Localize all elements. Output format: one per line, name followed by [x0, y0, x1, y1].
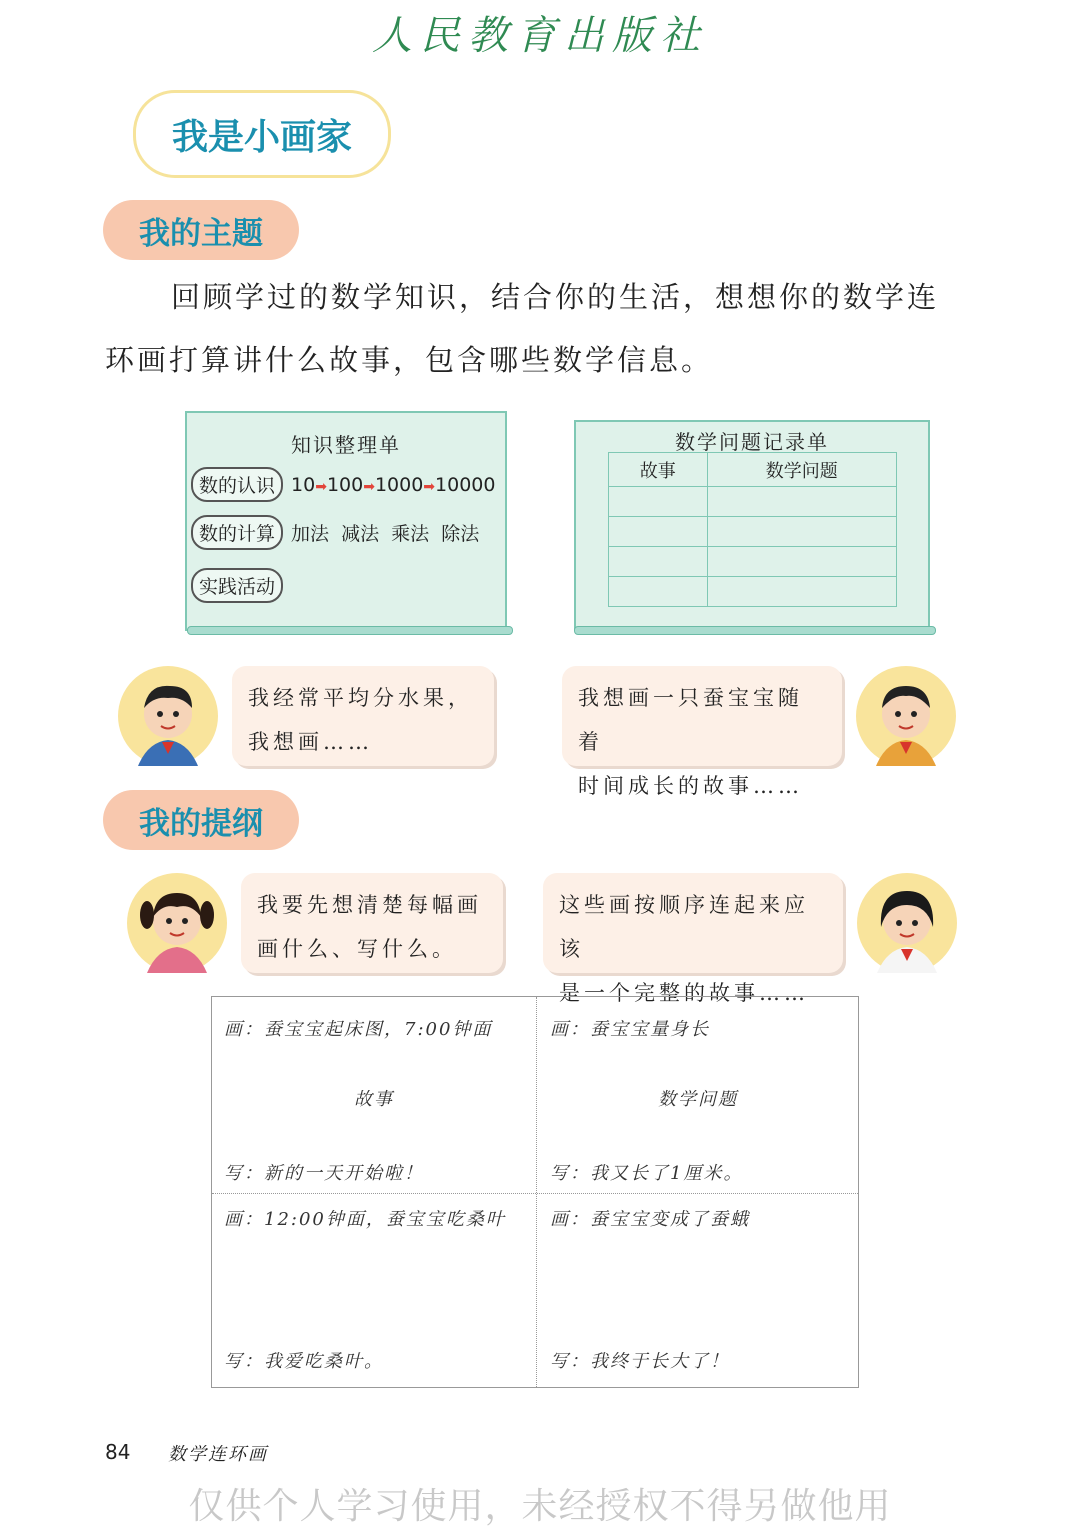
divider [212, 1193, 858, 1194]
table-cell [609, 517, 708, 547]
publisher-logo: 人民教育出版社 [372, 13, 708, 59]
speech-bubble [241, 873, 503, 973]
panel-label-story: 故事 [354, 1089, 394, 1110]
tag-number-calculation: 数的计算 [191, 515, 283, 550]
column-header-story: 故事 [609, 453, 708, 487]
chapter-title: 数学连环画 [168, 1444, 268, 1465]
table-cell [609, 487, 708, 517]
panel-draw-text: 画：蚕宝宝起床图，7:00钟面 [224, 1019, 493, 1040]
table-cell [707, 577, 896, 607]
knowledge-board-title: 知识整理单 [291, 433, 401, 457]
panel-write-text: 写：我终于长大了！ [550, 1351, 730, 1372]
divider [536, 997, 537, 1387]
table-cell [707, 547, 896, 577]
section-heading-theme: 我的主题 [103, 200, 299, 260]
bubble-line: 是一个完整的故事…… [559, 981, 809, 1005]
bubble-line: 我想画一只蚕宝宝随着 [578, 686, 803, 754]
tag-practice: 实践活动 [191, 568, 283, 603]
panel-draw-text: 画：蚕宝宝量身长 [550, 1019, 710, 1040]
bubble-line: 我要先想清楚每幅画 [257, 893, 482, 917]
section-heading-outline: 我的提纲 [103, 790, 299, 850]
number-sequence [291, 474, 495, 496]
tag-number-recognition: 数的认识 [191, 467, 283, 502]
table-cell [609, 577, 708, 607]
panel-write-text: 写：新的一天开始啦！ [224, 1163, 424, 1184]
bubble-line: 我想画…… [248, 730, 373, 754]
intro-paragraph [105, 266, 985, 392]
girl-avatar [127, 873, 227, 973]
table-cell [707, 487, 896, 517]
record-table [608, 452, 897, 607]
lesson-title: 我是小画家 [133, 90, 391, 178]
outline-grid [211, 996, 859, 1388]
paragraph-line: 回顾学过的数学知识，结合你的生活，想想你的数学连 [171, 280, 940, 314]
column-header-math-question: 数学问题 [707, 453, 896, 487]
number: 10 [291, 473, 316, 496]
table-cell [609, 547, 708, 577]
panel-label-math: 数学问题 [658, 1089, 738, 1110]
panel-draw-text: 画：12:00钟面，蚕宝宝吃桑叶 [224, 1209, 506, 1230]
paragraph-line: 环画打算讲什么故事，包含哪些数学信息。 [105, 343, 714, 377]
bubble-line: 我经常平均分水果， [248, 686, 473, 710]
number: 10000 [435, 473, 496, 496]
bubble-line: 这些画按顺序连起来应该 [559, 893, 809, 961]
number: 1000 [374, 473, 424, 496]
speech-bubble [232, 666, 494, 766]
watermark: 仅供个人学习使用，未经授权不得另做他用 [188, 1486, 892, 1527]
speech-bubble [562, 666, 842, 798]
table-cell [707, 517, 896, 547]
operations-list: 加法 减法 乘法 除法 [291, 523, 480, 545]
girl-avatar [857, 873, 957, 973]
arrow-right-icon: ➡ [363, 478, 375, 495]
record-board [574, 420, 930, 630]
knowledge-board [185, 411, 507, 631]
arrow-right-icon: ➡ [315, 478, 327, 495]
scroll-rod [187, 626, 513, 635]
speech-bubble [543, 873, 843, 1005]
bubble-line: 时间成长的故事…… [578, 774, 803, 798]
panel-draw-text: 画：蚕宝宝变成了蚕蛾 [550, 1209, 750, 1230]
page-number: 84 [105, 1440, 131, 1464]
boy-avatar [856, 666, 956, 766]
record-board-title: 数学问题记录单 [675, 430, 829, 454]
panel-write-text: 写：我又长了1厘米。 [550, 1163, 744, 1184]
boy-avatar [118, 666, 218, 766]
bubble-line: 画什么、写什么。 [257, 937, 457, 961]
arrow-right-icon: ➡ [423, 478, 436, 495]
panel-write-text: 写：我爱吃桑叶。 [224, 1351, 384, 1372]
scroll-rod [574, 626, 936, 635]
number: 100 [326, 473, 364, 496]
